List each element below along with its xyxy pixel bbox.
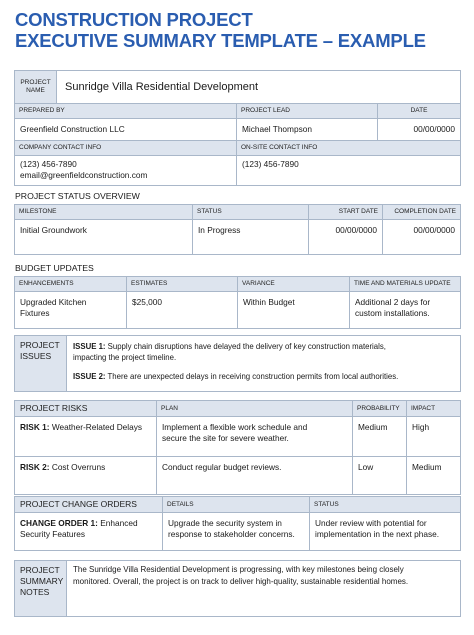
estimate-value: $25,000: [127, 292, 238, 329]
risk-2-plan: Conduct regular budget reviews.: [157, 457, 353, 495]
start-date-header: START DATE: [309, 205, 383, 220]
enhancements-header: ENHANCEMENTS: [15, 277, 127, 292]
prepared-by-label: PREPARED BY: [15, 104, 237, 119]
details-header: DETAILS: [163, 497, 310, 513]
company-email: email@greenfieldconstruction.com: [20, 170, 148, 180]
start-date-value: 00/00/0000: [309, 220, 383, 255]
enhancement-value: Upgraded Kitchen Fixtures: [15, 292, 127, 329]
company-phone: (123) 456-7890: [20, 159, 77, 169]
status-value: In Progress: [193, 220, 309, 255]
time-materials-header: TIME AND MATERIALS UPDATE: [350, 277, 461, 292]
project-name: Sunridge Villa Residential Development: [57, 71, 461, 104]
risk-2-name: RISK 2: Cost Overruns: [15, 457, 157, 495]
risk-2-probability: Low: [353, 457, 407, 495]
project-lead-label: PROJECT LEAD: [237, 104, 378, 119]
risk-1-impact: High: [407, 417, 461, 457]
company-contact-label: COMPANY CONTACT INFO: [15, 141, 237, 156]
project-info-table: [14, 70, 461, 186]
probability-header: PROBABILITY: [353, 401, 407, 417]
onsite-contact-value: [237, 156, 461, 186]
company-contact-value: [15, 156, 237, 186]
project-lead-value: Michael Thompson: [237, 119, 378, 141]
onsite-phone: (123) 456-7890: [242, 159, 299, 169]
time-materials-value: Additional 2 days for custom installations.: [350, 292, 461, 329]
summary-notes-label: PROJECT SUMMARY NOTES: [15, 561, 67, 617]
date-label: DATE: [378, 104, 461, 119]
change-order-1-status: Under review with potential for implementation in the next phase.: [310, 513, 461, 551]
onsite-contact-label: ON-SITE CONTACT INFO: [237, 141, 461, 156]
page-title: [15, 9, 426, 51]
issues-content: [67, 336, 461, 392]
status-header: STATUS: [193, 205, 309, 220]
project-issues-table: [14, 335, 461, 392]
project-name-label: PROJECT NAME: [15, 71, 57, 104]
issue-1: ISSUE 1: Supply chain disruptions have delayed the delivery of key construction materials, impacting the project timeline.: [73, 342, 386, 362]
status-overview-title: PROJECT STATUS OVERVIEW: [15, 191, 140, 201]
impact-header: IMPACT: [407, 401, 461, 417]
risk-1-probability: Medium: [353, 417, 407, 457]
project-risks-table: [14, 400, 461, 495]
risk-1-plan: Implement a flexible work schedule and secure the site for severe weather.: [157, 417, 353, 457]
change-order-1-name: CHANGE ORDER 1: Enhanced Security Features: [15, 513, 163, 551]
variance-value: Within Budget: [238, 292, 350, 329]
milestone-value: Initial Groundwork: [15, 220, 193, 255]
title-line-2: EXECUTIVE SUMMARY TEMPLATE – EXAMPLE: [15, 30, 426, 51]
date-value: 00/00/0000: [378, 119, 461, 141]
project-issues-label: PROJECT ISSUES: [15, 336, 67, 392]
budget-updates-title: BUDGET UPDATES: [15, 263, 94, 273]
risk-2-impact: Medium: [407, 457, 461, 495]
plan-header: PLAN: [157, 401, 353, 417]
co-status-header: STATUS: [310, 497, 461, 513]
estimates-header: ESTIMATES: [127, 277, 238, 292]
summary-notes-table: [14, 560, 461, 617]
risk-1-name: RISK 1: Weather-Related Delays: [15, 417, 157, 457]
status-overview-table: [14, 204, 461, 255]
completion-date-value: 00/00/0000: [383, 220, 461, 255]
project-risks-label: PROJECT RISKS: [15, 401, 157, 417]
prepared-by-value: Greenfield Construction LLC: [15, 119, 237, 141]
title-line-1: CONSTRUCTION PROJECT: [15, 9, 253, 30]
completion-date-header: COMPLETION DATE: [383, 205, 461, 220]
budget-table: [14, 276, 461, 329]
variance-header: VARIANCE: [238, 277, 350, 292]
change-order-1-details: Upgrade the security system in response to stakeholder concerns.: [163, 513, 310, 551]
summary-notes-text: The Sunridge Villa Residential Development is progressing, with key milestones being closely monitored. Overall, the project is on track to deliver high-quality, sustainable residential homes.: [67, 561, 461, 617]
milestone-header: MILESTONE: [15, 205, 193, 220]
change-orders-table: [14, 496, 461, 551]
issue-2: ISSUE 2: There are unexpected delays in receiving construction permits from local authorities.: [73, 372, 399, 381]
change-orders-label: PROJECT CHANGE ORDERS: [15, 497, 163, 513]
